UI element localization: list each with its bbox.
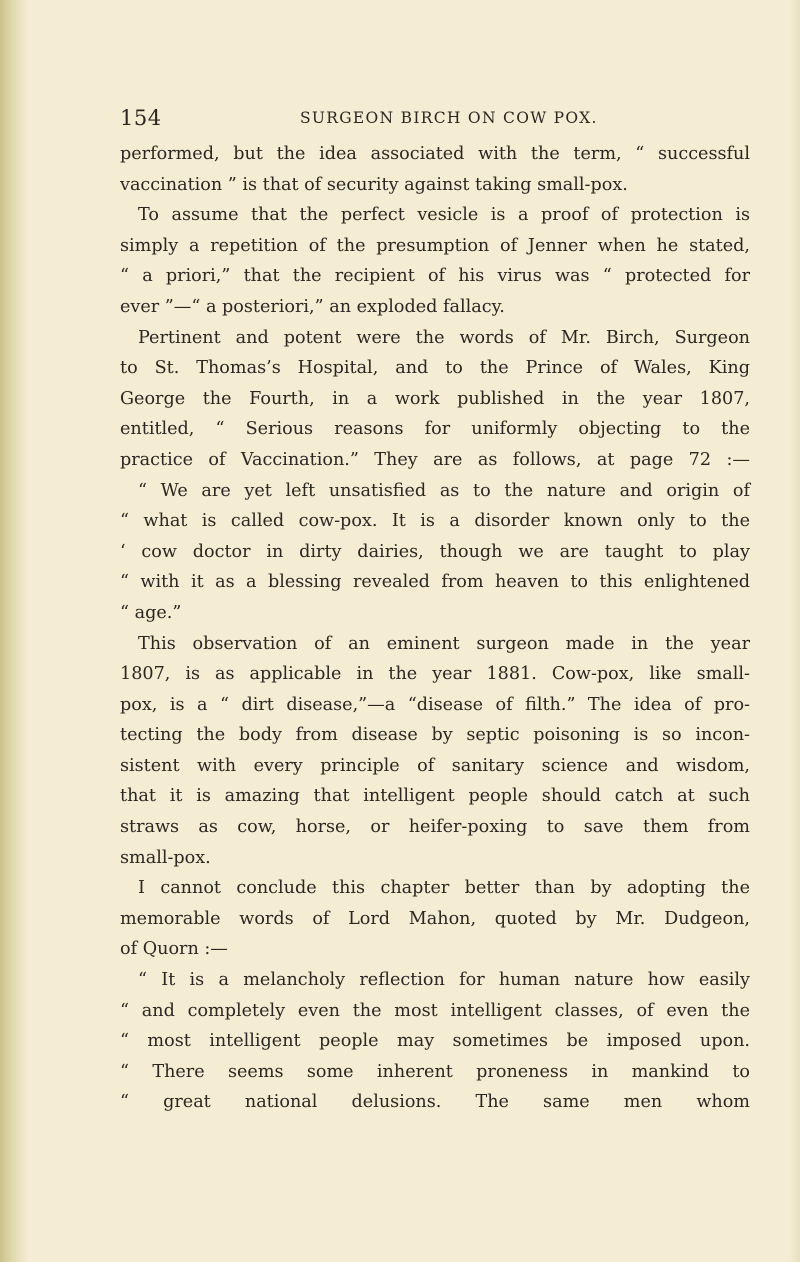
page-body-text <box>120 139 750 1118</box>
page-edge <box>790 0 800 1262</box>
text-line: pox, is a “ dirt disease,”—a “disease of filth.” The idea of pro- <box>120 694 750 715</box>
text-line: “ what is called cow-pox. It is a disorder known only to the <box>120 511 750 532</box>
text-line: memorable words of Lord Mahon, quoted by Mr. Dudgeon, <box>120 908 750 929</box>
text-line: small-pox. <box>120 847 211 868</box>
text-line: This observation of an eminent surgeon made in the year <box>138 633 750 654</box>
text-line: that it is amazing that intelligent people should catch at such <box>120 786 750 807</box>
text-line: “ We are yet left unsatisfied as to the nature and origin of <box>138 480 750 501</box>
text-line: ‘ cow doctor in dirty dairies, though we are taught to play <box>120 541 750 562</box>
page-number: 154 <box>120 106 162 130</box>
text-line: 1807, is as applicable in the year 1881. Cow-pox, like small- <box>120 664 750 685</box>
text-line: “ There seems some inherent proneness in mankind to <box>120 1061 750 1082</box>
text-line: “ with it as a blessing revealed from heaven to this enlightened <box>120 572 750 593</box>
text-line: tecting the body from disease by septic poisoning is so incon- <box>120 725 750 746</box>
text-line: “ a priori,” that the recipient of his virus was “ protected for <box>120 266 750 287</box>
text-line: sistent with every principle of sanitary science and wisdom, <box>120 755 750 776</box>
text-line: “ age.” <box>120 602 182 623</box>
text-line: performed, but the idea associated with the term, “ successful <box>120 144 750 164</box>
text-line: straws as cow, horse, or heifer-poxing to save them from <box>120 817 750 838</box>
running-head: SURGEON BIRCH ON COW POX. <box>300 109 598 127</box>
page-header <box>120 106 750 136</box>
text-line: George the Fourth, in a work published in the year 1807, <box>120 388 750 409</box>
text-line: “ most intelligent people may sometimes be imposed upon. <box>120 1031 750 1052</box>
text-line: entitled, “ Serious reasons for uniformly objecting to the <box>120 419 750 440</box>
text-line: vaccination ” is that of security against taking small-pox. <box>120 174 628 195</box>
text-line: ever ”—“ a posteriori,” an exploded fallacy. <box>120 296 505 317</box>
text-line: I cannot conclude this chapter better than by adopting the <box>138 878 750 899</box>
text-line: “ great national delusions. The same men whom <box>120 1092 750 1113</box>
text-line: “ and completely even the most intelligent classes, of even the <box>120 1000 750 1021</box>
text-line: simply a repetition of the presumption of Jenner when he stated, <box>120 235 750 256</box>
page-binding-shadow <box>0 0 28 1262</box>
text-line: “ It is a melancholy reflection for human nature how easily <box>138 970 750 991</box>
text-line: of Quorn :— <box>120 939 228 960</box>
text-line: to St. Thomas’s Hospital, and to the Prince of Wales, King <box>120 358 750 379</box>
text-line: practice of Vaccination.” They are as follows, at page 72 :— <box>120 449 750 470</box>
text-line: To assume that the perfect vesicle is a proof of protection is <box>138 205 750 226</box>
text-line: Pertinent and potent were the words of Mr. Birch, Surgeon <box>138 327 750 348</box>
